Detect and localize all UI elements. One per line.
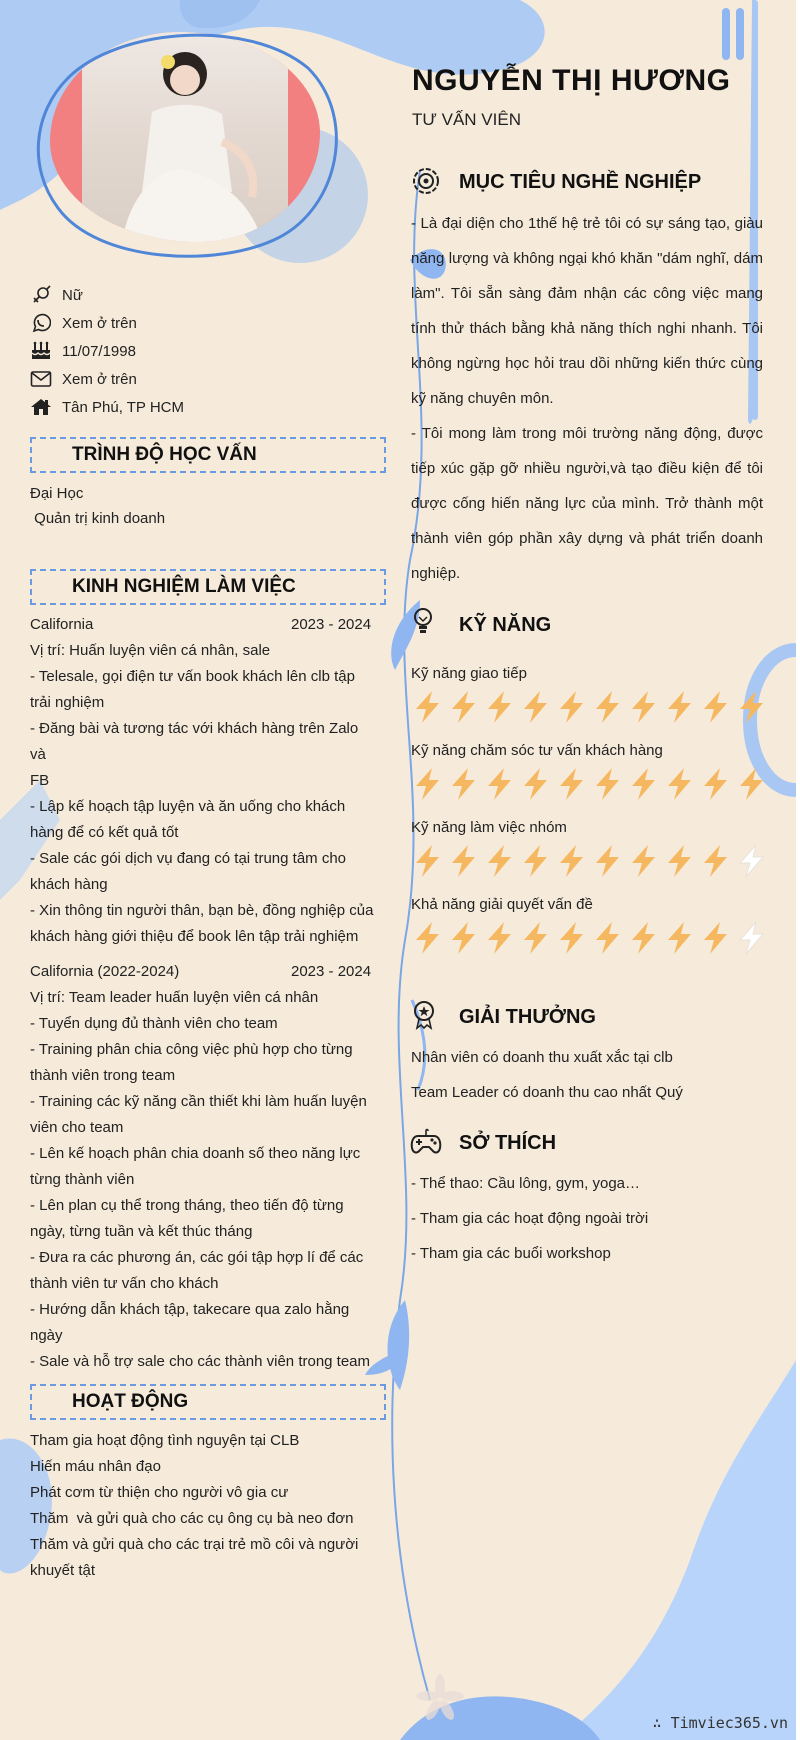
job-2-line: - Hướng dẫn khách tập, takecare qua zalo hằng (30, 1301, 350, 1318)
lightning-filled-icon (484, 690, 515, 724)
lightning-filled-icon (484, 767, 515, 801)
job-2-line: thành viên trong team (30, 1067, 176, 1084)
job-2-line: Vị trí: Team leader huấn luyện viên cá nhân (30, 989, 319, 1006)
job-1-line: Vị trí: Huấn luyện viên cá nhân, sale (30, 642, 271, 659)
activity-item: Thăm và gửi quà cho các cụ ông cụ bà neo đơn (30, 1510, 354, 1527)
lightning-filled-icon (448, 767, 479, 801)
lightning-filled-icon (412, 767, 443, 801)
job-2-period: 2023 - 2024 (291, 963, 372, 980)
skill-rating (412, 767, 767, 801)
contact-phone (30, 312, 137, 334)
job-2-line: viên cho team (30, 1119, 124, 1136)
objective-paragraph-2: - Tôi mong làm trong môi trường năng động, được tiếp xúc gặp gỡ nhiều người,và tạo điều kiện để tôi được cống hiến năng lực của mình. Trở thành một thành viên góp phần xây dựng và phát triển doanh nghiệp. (411, 425, 763, 582)
email-text: Xem ở trên (62, 370, 137, 388)
award-item: Team Leader có doanh thu cao nhất Quý (411, 1084, 683, 1101)
lightning-filled-icon (556, 767, 587, 801)
job-1-line: - Telesale, gọi điện tư vấn book khách lên clb tập (30, 668, 355, 685)
whatsapp-icon (30, 312, 52, 334)
lightning-filled-icon (628, 767, 659, 801)
skill-label: Khả năng giải quyết vấn đề (411, 896, 593, 913)
job-2-line: - Training phân chia công việc phù hợp cho từng (30, 1041, 353, 1058)
lightning-filled-icon (520, 690, 551, 724)
skill-label: Kỹ năng chăm sóc tư vấn khách hàng (411, 742, 663, 759)
lightning-empty-icon (736, 921, 767, 955)
lightning-filled-icon (736, 767, 767, 801)
lightning-filled-icon (448, 921, 479, 955)
awards-heading: GIẢI THƯỞNG (459, 1006, 596, 1028)
hobbies-heading: SỞ THÍCH (459, 1132, 557, 1154)
candidate-role: TƯ VẤN VIÊN (412, 110, 521, 129)
job-2-line: - Lên plan cụ thể trong tháng, theo tiến độ từng (30, 1197, 344, 1214)
lightning-filled-icon (448, 690, 479, 724)
contact-address (30, 396, 184, 418)
objective-paragraph-1: - Là đại diện cho 1thế hệ trẻ tôi có sự sáng tạo, giàu năng lượng và không ngại khó khăn "dám nghĩ, dám làm". Tôi sẵn sàng đảm nhận các công việc mang tính thử thách bằng khả năng thích nghi nhanh. Tôi không ngừng học hỏi trau dồi những kiến thức cùng kỹ năng chuyên môn. (411, 215, 763, 407)
contact-gender (30, 284, 83, 306)
job-1-line: - Lập kế hoạch tập luyện và ăn uống cho khách (30, 798, 346, 815)
skills-heading: KỸ NĂNG (459, 614, 552, 636)
brand-dots-icon: ∴ (652, 1714, 671, 1732)
job-1-details (30, 638, 375, 950)
job-1-line: khách hàng giới thiệu để book lên tập trải nghiệm (30, 928, 359, 945)
hobby-item: - Tham gia các buổi workshop (411, 1245, 611, 1262)
job-2-line: ngày (30, 1327, 63, 1344)
lightning-filled-icon (412, 844, 443, 878)
job-2-details (30, 985, 375, 1375)
lightbulb-icon (411, 607, 435, 642)
education-degree: Đại Học (30, 485, 84, 502)
job-1-line: - Đăng bài và tương tác với khách hàng trên Zalo và (30, 720, 359, 763)
award-medal-icon (411, 1000, 437, 1035)
experience-heading: KINH NGHIỆM LÀM VIỆC (30, 569, 386, 605)
lightning-filled-icon (700, 767, 731, 801)
job-1-company: California (30, 616, 94, 633)
lightning-filled-icon (592, 921, 623, 955)
job-2-company: California (2022-2024) (30, 963, 180, 980)
lightning-filled-icon (484, 844, 515, 878)
lightning-filled-icon (628, 921, 659, 955)
job-2-line: - Training các kỹ năng cần thiết khi làm huấn luyện (30, 1093, 367, 1110)
lightning-filled-icon (484, 921, 515, 955)
lightning-filled-icon (664, 690, 695, 724)
job-2-line: ngày, từng tuần và kết thúc tháng (30, 1223, 253, 1240)
job-1-line: hàng để có kết quả tốt (30, 824, 179, 841)
home-icon (30, 396, 52, 418)
job-2-line: - Đưa ra các phương án, các gói tập hợp lí để các (30, 1249, 364, 1266)
footer-watermark (653, 1714, 788, 1732)
job-2-line: - Sale và hỗ trợ sale cho các thành viên trong team (30, 1353, 371, 1370)
skill-rating (412, 844, 767, 878)
skill-label: Kỹ năng giao tiếp (411, 665, 527, 682)
footer-brand: Timviec365.vn (670, 1714, 788, 1732)
lightning-empty-icon (736, 844, 767, 878)
education-heading: TRÌNH ĐỘ HỌC VẤN (30, 437, 386, 473)
skill-label: Kỹ năng làm việc nhóm (411, 819, 567, 836)
lightning-filled-icon (628, 690, 659, 724)
gamepad-icon (410, 1128, 442, 1161)
education-major: Quản trị kinh doanh (30, 510, 166, 527)
activities-heading: HOẠT ĐỘNG (30, 1384, 386, 1420)
activity-item: Tham gia hoạt động tình nguyện tại CLB (30, 1432, 300, 1449)
lightning-filled-icon (700, 844, 731, 878)
job-2-line: từng thành viên (30, 1171, 135, 1188)
job-2-line: - Tuyển dụng đủ thành viên cho team (30, 1015, 278, 1032)
objective-heading: MỤC TIÊU NGHỀ NGHIỆP (459, 171, 702, 193)
job-2-line: - Lên kế hoạch phân chia doanh số theo năng lực (30, 1145, 361, 1162)
job-1-line: trải nghiệm (30, 694, 105, 711)
contact-email (30, 368, 137, 390)
gender-text: Nữ (62, 286, 83, 304)
job-1-line: - Sale các gói dịch vụ đang có tại trung tâm cho (30, 850, 347, 867)
job-1-line: - Xin thông tin người thân, bạn bè, đồng nghiệp của (30, 902, 374, 919)
phone-text: Xem ở trên (62, 314, 137, 332)
birthday-cake-icon (30, 340, 52, 362)
job-1-period: 2023 - 2024 (291, 616, 372, 633)
contact-birthday (30, 340, 136, 362)
activity-item: Hiến máu nhân đạo (30, 1458, 161, 1475)
lightning-filled-icon (448, 844, 479, 878)
birthday-text: 11/07/1998 (62, 342, 136, 360)
lightning-filled-icon (592, 844, 623, 878)
lightning-filled-icon (592, 690, 623, 724)
lightning-filled-icon (664, 921, 695, 955)
lightning-filled-icon (628, 844, 659, 878)
lightning-filled-icon (412, 690, 443, 724)
activity-item: Phát cơm từ thiện cho người vô gia cư (30, 1484, 289, 1501)
activities-list (30, 1428, 375, 1584)
skill-rating (412, 690, 767, 724)
job-1-line: khách hàng (30, 876, 108, 893)
lightning-filled-icon (664, 767, 695, 801)
lightning-filled-icon (520, 844, 551, 878)
gender-icon (30, 284, 52, 306)
lightning-filled-icon (520, 767, 551, 801)
lightning-filled-icon (556, 690, 587, 724)
activity-item: khuyết tật (30, 1562, 96, 1579)
job-1-line: FB (30, 772, 50, 789)
lightning-filled-icon (520, 921, 551, 955)
lightning-filled-icon (556, 844, 587, 878)
award-item: Nhân viên có doanh thu xuất xắc tại clb (411, 1049, 673, 1066)
lightning-filled-icon (700, 921, 731, 955)
lightning-filled-icon (700, 690, 731, 724)
activity-item: Thăm và gửi quà cho các trại trẻ mồ côi và người (30, 1536, 359, 1553)
lightning-filled-icon (664, 844, 695, 878)
avatar-frame (28, 18, 344, 264)
target-icon (411, 166, 441, 201)
lightning-filled-icon (556, 921, 587, 955)
hobby-item: - Tham gia các hoạt động ngoài trời (411, 1210, 649, 1227)
candidate-name: NGUYỄN THỊ HƯƠNG (412, 64, 731, 97)
lightning-filled-icon (736, 690, 767, 724)
lightning-filled-icon (412, 921, 443, 955)
job-2-line: thành viên tư vấn cho khách (30, 1275, 219, 1292)
lightning-filled-icon (592, 767, 623, 801)
hobby-item: - Thể thao: Cầu lông, gym, yoga… (411, 1175, 641, 1192)
address-text: Tân Phú, TP HCM (62, 398, 184, 416)
mail-icon (30, 368, 52, 390)
skill-rating (412, 921, 767, 955)
